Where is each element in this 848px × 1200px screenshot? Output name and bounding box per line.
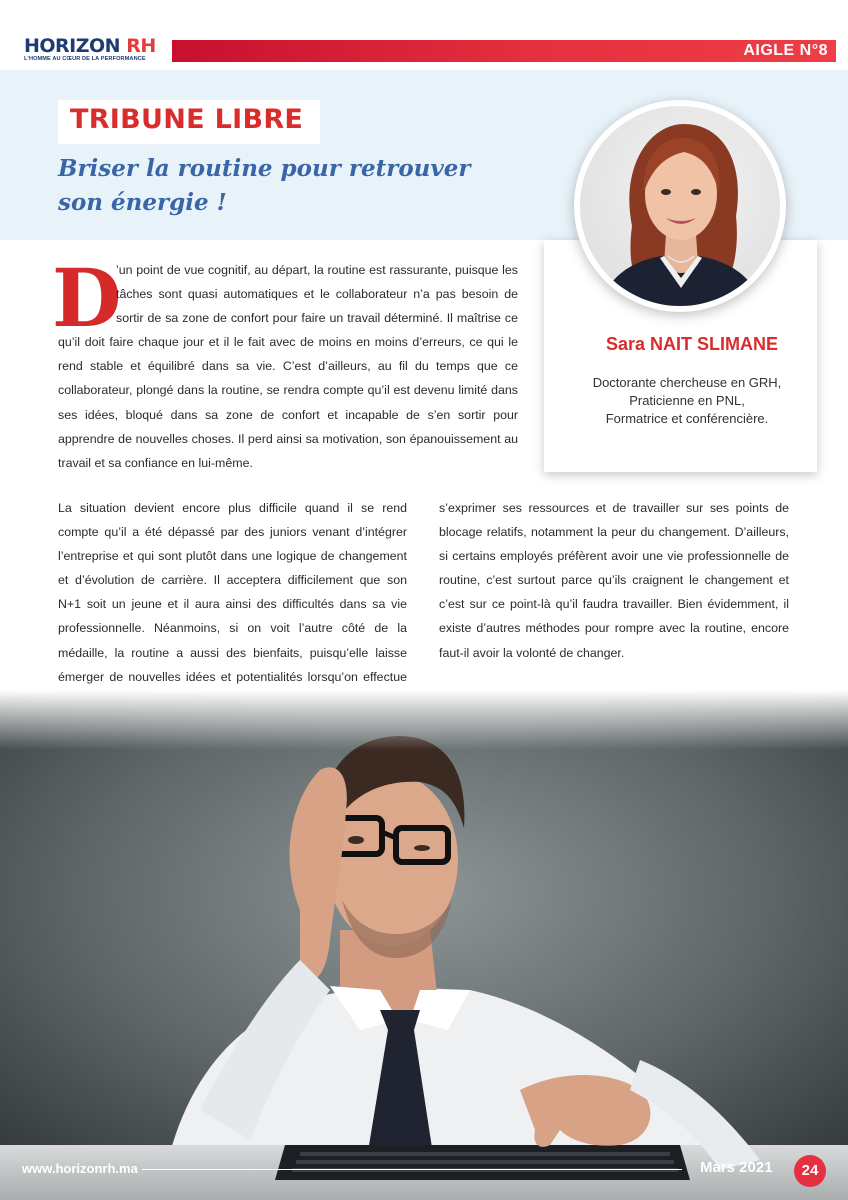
brand-tagline: L'HOMME AU CŒUR DE LA PERFORMANCE [24, 56, 146, 62]
header-red-bar [172, 40, 836, 62]
article-headline: Briser la routine pour retrouver son énergie ! [58, 155, 471, 216]
bored-office-worker-illustration [0, 690, 848, 1200]
author-portrait [580, 106, 780, 306]
drop-cap: D [52, 251, 122, 345]
issue-number: AIGLE N°8 [743, 42, 828, 59]
footer-url: www.horizonrh.ma [22, 1161, 138, 1176]
brand-name [24, 36, 156, 56]
brand-name-horizon: HORIZON [24, 35, 121, 57]
author-portrait-illustration [580, 106, 780, 306]
brand-logo [24, 36, 156, 62]
photo-top-fade [0, 690, 848, 750]
article-column-2: s’exprimer ses ressources et de travailler sur ses points de blocage relatifs, notamment la peur du changement. D’ailleurs, si certains employés préfèrent avoir une vie professionnelle de routine, c’est surtout parce qu’ils craignent le changement et c’est sur ce point-là qu’il faudra travailler. Bien évidemment, il existe d’autres méthodes pour rompre avec la routine, encore faut-il avoir la volonté de changer. [439, 501, 789, 660]
author-role-line: Praticienne en PNL, [629, 393, 745, 408]
article-column-1: La situation devient encore plus difficile quand il se rend compte qu’il a été dépassé par des juniors venant d’intégrer l’entreprise et qui sont plutôt dans une logique de changement et d’évolution de carrière. Il acceptera difficilement que son N+1 soit un jeune et il aura ainsi des difficultés dans sa vie professionnelle. Néanmoins, si on voit l’autre côté de la médaille, la routine a aussi des bienfaits, puisqu’elle laisse émerger de nouvelles idées et potentialités lorsqu’on effectue [58, 501, 407, 684]
article-photo [0, 690, 848, 1200]
author-role [544, 374, 830, 428]
author-role-line: Formatrice et conférencière. [605, 411, 769, 426]
article-intro [58, 258, 518, 475]
footer-divider [142, 1169, 682, 1170]
author-role-line: Doctorante chercheuse en GRH, [592, 375, 782, 390]
page-number: 24 [794, 1155, 826, 1187]
section-tag: TRIBUNE LIBRE [70, 104, 304, 135]
drop-cap-space [58, 258, 116, 330]
author-name: Sara NAIT SLIMANE [605, 334, 779, 354]
article-intro-text: ’un point de vue cognitif, au départ, la routine est rassurante, puisque les tâches sont quasi automatiques et le collaborateur n’a pas besoin de sortir de sa zone de confort pour faire un travail déterminé. Il maîtrise ce qu’il doit faire chaque jour et il le fait avec de moins en moins d’erreurs, ce qui le rend stable et équilibré dans sa vie. C’est d’ailleurs, au fil du temps que ce collaborateur, plongé dans la routine, se rendra compte qu’il est devenu limité dans ses idées, bloqué dans sa zone de confort et incapable de s’en sortir pour apprendre de nouvelles choses. Il perd ainsi sa motivation, son épanouissement au travail et sa confiance en lui-même. [58, 263, 518, 470]
footer-date: Mars 2021 [700, 1159, 773, 1176]
brand-name-rh: RH [126, 35, 156, 57]
